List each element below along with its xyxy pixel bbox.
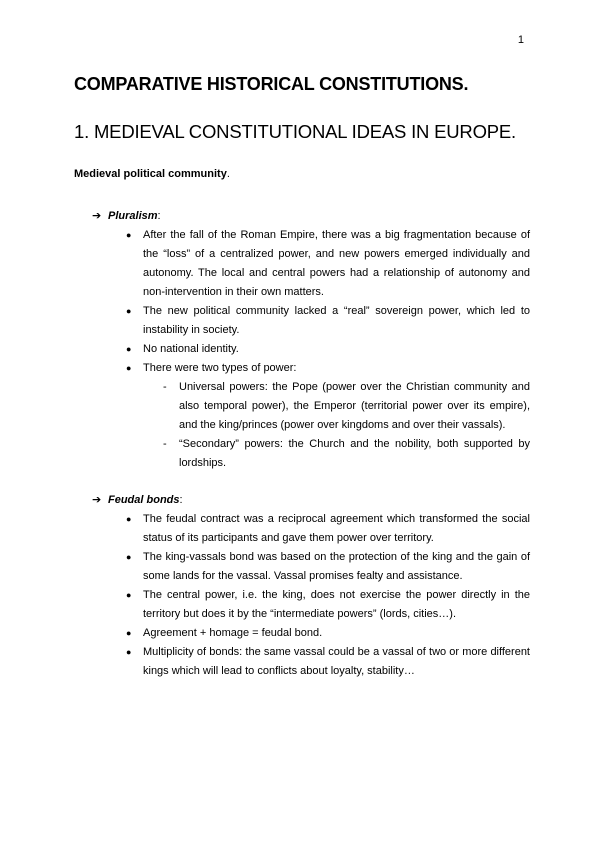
subtitle-suffix: . [226, 168, 230, 180]
bullet-icon: ● [126, 552, 132, 562]
list-item-text: The feudal contract was a reciprocal agreement which transformed the social status of its participants and gave them power over territory. [143, 513, 530, 544]
bullet-list [92, 226, 530, 473]
arrow-right-icon: ➔ [92, 494, 102, 506]
subtitle-label: Medieval political community [74, 168, 227, 180]
subtitle [74, 168, 230, 180]
sub-list-item-text: “Secondary” powers: the Church and the nobility, both supported by lordships. [179, 438, 530, 469]
arrow-right-icon: ➔ [92, 210, 102, 222]
sub-list [143, 378, 530, 473]
bullet-icon: ● [126, 344, 132, 354]
topic-pluralism [92, 207, 530, 473]
bullet-icon: ● [126, 230, 132, 240]
topic-name: Feudal bonds [108, 494, 180, 506]
sub-list-item [163, 435, 530, 473]
topic-suffix: : [157, 210, 161, 222]
list-item [126, 643, 530, 681]
list-item-text: After the fall of the Roman Empire, there was a big fragmentation because of the “loss” of a centralized power, and new powers emerged individually and autonomy. The local and central powers had a relationship of autonomy and non-intervention in their own matters. [143, 229, 530, 298]
list-item-text: The central power, i.e. the king, does not exercise the power directly in the territory but does it by the “intermediate powers” (lords, cities…). [143, 589, 530, 620]
list-item [126, 510, 530, 548]
list-item [126, 226, 530, 302]
sub-list-item-text: Universal powers: the Pope (power over the Christian community and also temporal power), the Emperor (territorial power over its empire), and the king/princes (power over kingdoms and over their vassals). [179, 381, 530, 431]
list-item-text: The new political community lacked a “real” sovereign power, which led to instability in society. [143, 305, 530, 336]
bullet-icon: ● [126, 363, 132, 373]
bullet-icon: ● [126, 514, 132, 524]
bullet-icon: ● [126, 590, 132, 600]
topic-heading [92, 491, 530, 510]
list-item [126, 359, 530, 473]
dash-icon: - [163, 438, 167, 450]
bullet-icon: ● [126, 647, 132, 657]
list-item [126, 548, 530, 586]
bullet-list [92, 510, 530, 681]
list-item-text: Agreement + homage = feudal bond. [143, 627, 323, 639]
section-title: 1. MEDIEVAL CONSTITUTIONAL IDEAS IN EUROPE. [74, 121, 516, 142]
list-item [126, 340, 530, 359]
page-number: 1 [517, 34, 524, 46]
topic-feudal-bonds [92, 491, 530, 681]
bullet-icon: ● [126, 306, 132, 316]
list-item-text: The king-vassals bond was based on the protection of the king and the gain of some lands for the vassal. Vassal promises fealty and assistance. [143, 551, 530, 582]
sub-list-item [163, 378, 530, 435]
dash-icon: - [163, 381, 167, 393]
list-item-text: There were two types of power: [143, 362, 297, 374]
list-item [126, 586, 530, 624]
list-item [126, 624, 530, 643]
list-item [126, 302, 530, 340]
topic-name: Pluralism [108, 210, 158, 222]
document-title: COMPARATIVE HISTORICAL CONSTITUTIONS. [74, 74, 469, 94]
list-item-text: Multiplicity of bonds: the same vassal could be a vassal of two or more different kings which will lead to conflicts about loyalty, stability… [143, 646, 530, 677]
topic-suffix: : [179, 494, 183, 506]
topic-heading [92, 207, 530, 226]
list-item-text: No national identity. [143, 343, 239, 355]
bullet-icon: ● [126, 628, 132, 638]
